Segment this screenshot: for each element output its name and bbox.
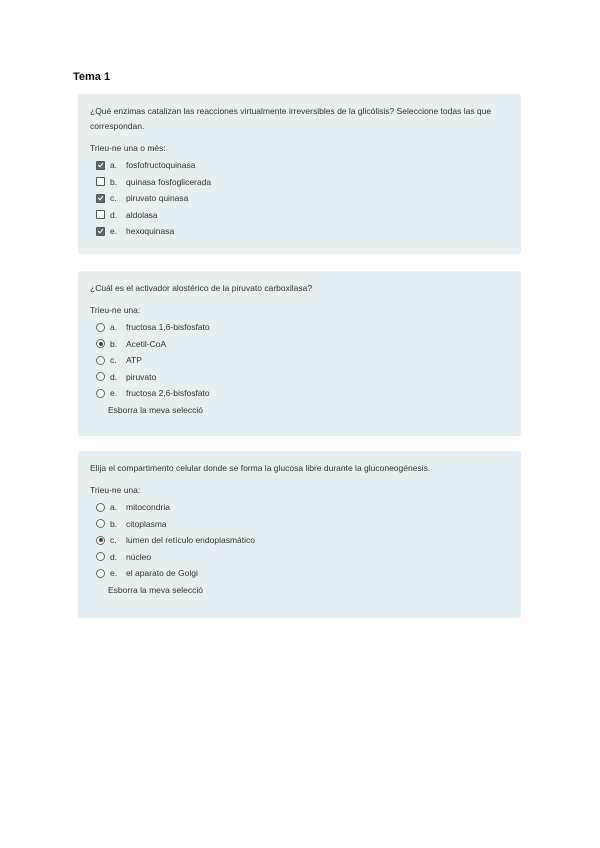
options-list xyxy=(90,319,509,402)
option-d[interactable] xyxy=(90,369,509,386)
option-letter: b. xyxy=(110,338,118,349)
question-text: Elija el compartimento celular donde se forma la glucosa libre durante la gluconeogénesis. xyxy=(90,463,431,473)
radio-button[interactable] xyxy=(96,339,105,348)
options-list xyxy=(90,157,509,240)
option-letter: d. xyxy=(110,371,118,382)
radio-button[interactable] xyxy=(96,389,105,398)
radio-button[interactable] xyxy=(96,323,105,332)
option-label: Acetil-CoA xyxy=(126,338,167,349)
option-label: lumen del retículo endoplasmático xyxy=(126,535,255,546)
option-e[interactable] xyxy=(90,565,509,582)
checkbox[interactable] xyxy=(96,177,105,186)
option-letter: a. xyxy=(110,160,118,171)
answer-prompt: Trieu-ne una o més: xyxy=(90,143,166,153)
option-label: aldolasa xyxy=(126,209,158,220)
option-label: piruvato quinasa xyxy=(126,193,189,204)
option-d[interactable] xyxy=(90,549,509,566)
option-letter: e. xyxy=(110,226,118,237)
option-label: piruvato xyxy=(126,371,157,382)
option-e[interactable] xyxy=(90,385,509,402)
radio-button[interactable] xyxy=(96,569,105,578)
option-a[interactable] xyxy=(90,157,509,174)
option-b[interactable] xyxy=(90,174,509,191)
option-e[interactable] xyxy=(90,223,509,240)
radio-button[interactable] xyxy=(96,503,105,512)
option-c[interactable] xyxy=(90,190,509,207)
option-label: fosfofructoquinasa xyxy=(126,160,196,171)
answer-prompt: Trieu-ne una: xyxy=(90,485,141,495)
question-2-card xyxy=(78,271,521,436)
radio-button[interactable] xyxy=(96,372,105,381)
option-letter: e. xyxy=(110,388,118,399)
option-letter: d. xyxy=(110,551,118,562)
checkbox[interactable] xyxy=(96,161,105,170)
options-list xyxy=(90,499,509,582)
checkbox[interactable] xyxy=(96,210,105,219)
option-letter: b. xyxy=(110,518,118,529)
option-c[interactable] xyxy=(90,532,509,549)
option-b[interactable] xyxy=(90,516,509,533)
option-a[interactable] xyxy=(90,499,509,516)
question-3-card xyxy=(78,451,521,618)
radio-button[interactable] xyxy=(96,552,105,561)
option-label: hexoquinasa xyxy=(126,226,175,237)
radio-button[interactable] xyxy=(96,356,105,365)
option-label: ATP xyxy=(126,355,142,366)
option-label: el aparato de Golgi xyxy=(126,568,198,579)
checkbox[interactable] xyxy=(96,227,105,236)
option-letter: c. xyxy=(110,355,117,366)
option-c[interactable] xyxy=(90,352,509,369)
radio-button[interactable] xyxy=(96,519,105,528)
option-b[interactable] xyxy=(90,336,509,353)
answer-prompt: Trieu-ne una: xyxy=(90,305,141,315)
radio-button[interactable] xyxy=(96,536,105,545)
option-letter: e. xyxy=(110,568,118,579)
option-label: fructosa 2,6-bisfosfato xyxy=(126,388,210,399)
question-text: ¿Qué enzimas catalizan las reacciones virtualmente irreversibles de la glicólisis? Seleccione todas las que correspondan. xyxy=(90,106,492,131)
question-1-card xyxy=(78,94,521,254)
option-letter: c. xyxy=(110,535,117,546)
option-letter: d. xyxy=(110,209,118,220)
option-d[interactable] xyxy=(90,207,509,224)
option-label: citoplasma xyxy=(126,518,167,529)
clear-selection-link[interactable]: Esborra la meva selecció xyxy=(108,404,203,415)
option-a[interactable] xyxy=(90,319,509,336)
option-label: fructosa 1,6-bisfosfato xyxy=(126,322,210,333)
checkbox[interactable] xyxy=(96,194,105,203)
option-letter: a. xyxy=(110,322,118,333)
option-label: núcleo xyxy=(126,551,152,562)
option-letter: c. xyxy=(110,193,117,204)
option-letter: b. xyxy=(110,176,118,187)
clear-selection-link[interactable]: Esborra la meva selecció xyxy=(108,584,203,595)
option-label: mitocondria xyxy=(126,502,170,513)
option-letter: a. xyxy=(110,502,118,513)
page-title: Tema 1 xyxy=(73,71,111,83)
option-label: quinasa fosfoglicerada xyxy=(126,176,212,187)
question-text: ¿Cuál es el activador alostérico de la piruvato carboxilasa? xyxy=(90,283,313,293)
